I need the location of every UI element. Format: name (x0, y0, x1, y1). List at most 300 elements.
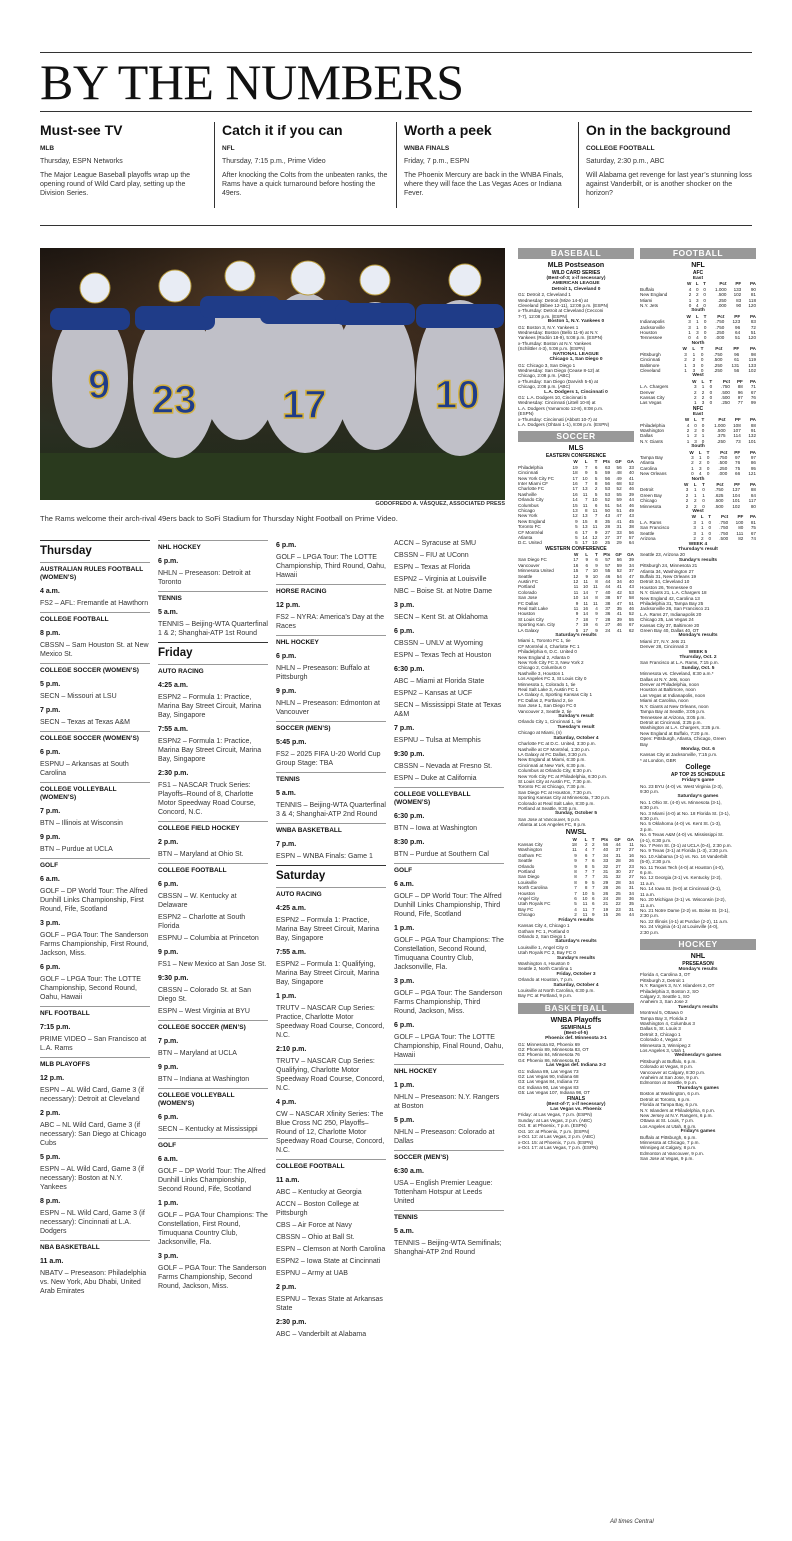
stat-cell: 1 (702, 492, 705, 498)
stat-cell: 10 (592, 540, 598, 546)
stat-cell: 27 (604, 529, 611, 535)
listing-item: GOLF – LPGA Tour: The LOTTE Championship, Final Round, Oahu, Hawaii (394, 1034, 504, 1059)
team-name: New York City FC (518, 475, 554, 481)
listing-item: ESPN – WNBA Finals: Game 1 (276, 853, 373, 860)
stat-cell: 5 (594, 475, 598, 481)
stat-cell: 3 (693, 384, 697, 390)
stat-cell: 58 (628, 595, 634, 601)
category-heading: TENNIS (158, 591, 268, 603)
category-heading: SOCCER (MEN’S) (276, 721, 386, 733)
stat-cell: 28 (615, 858, 621, 864)
stat-cell: .250 (718, 465, 728, 471)
listing-item: BTN – Illinois at Wisconsin (40, 820, 123, 827)
stat-cell: 3 (693, 519, 696, 525)
stat-cell: 7 (584, 874, 588, 880)
result-line: No. 21 Notre Dame (2-2) vs. Boise St. (3-1), (640, 907, 730, 913)
stat-cell: .250 (713, 362, 723, 368)
listing-item: ESPN – NL Wild Card, Game 3 (if necessary): Cincinnati at L.A. Dodgers (40, 1210, 145, 1235)
stat-cell: 13 (582, 486, 588, 492)
stat-cell: 0 (703, 319, 707, 325)
result-line: G1: Chicago 3, San Diego 1 (518, 362, 576, 368)
listing-item: CBS – Air Force at Navy (276, 1222, 352, 1229)
stat-cell: 17 (573, 557, 579, 563)
result-line: Colorado at Real Salt Lake, 8:30 p.m. (518, 800, 595, 806)
result-line: Washington 4, Columbus 3 (640, 1021, 695, 1026)
time-slot: 6 p.m. (394, 628, 415, 635)
subheading: NFC (692, 405, 704, 412)
time-slot: 4:25 a.m. (158, 682, 188, 689)
listing-item: FS1 – New Mexico at San Jose St. (158, 961, 267, 968)
stat-cell: 6 (594, 502, 598, 508)
result-line: G1: Minnesota 82, Phoenix 69 (518, 1041, 580, 1047)
stat-cell: 97 (750, 455, 756, 460)
stat-cell: 9 (585, 573, 589, 579)
stat-cell: 3 (696, 330, 699, 336)
standings-header-cell: Pts (603, 551, 611, 557)
result-line: G1: L.A. Dodgers 10, Cincinnati 5 (518, 394, 587, 400)
result-line: St Louis City at Austin FC, 7:30 p.m. (518, 778, 592, 784)
stat-cell: 88 (737, 384, 743, 390)
stat-cell: 66 (735, 471, 741, 477)
stat-cell: 0 (708, 519, 712, 525)
stat-cell: 3 (688, 324, 691, 330)
standings-header-cell: PF (734, 482, 741, 488)
stat-cell: 75 (750, 525, 756, 531)
result-line: New York City FC 3, New York 2 (518, 660, 584, 665)
standings-table (640, 346, 756, 373)
listing-item: NHLN – Preseason: N.Y. Rangers at Boston (394, 1094, 500, 1110)
stat-cell: 0 (701, 422, 705, 428)
result-line: Wednesday: San Diego (Cease 8-12) at (518, 367, 600, 373)
stat-cell: 10 (573, 595, 579, 601)
standings-header-cell: L (694, 417, 697, 423)
listing-item: ESPNU – Arkansas at South Carolina (40, 761, 129, 777)
time-slot: 12 p.m. (40, 1075, 65, 1082)
stat-cell: .750 (719, 519, 729, 525)
category-heading: GOLF (40, 858, 150, 870)
result-line: 6:30 p.m. (640, 816, 660, 821)
team-name: Inter Miami CF (518, 481, 549, 486)
category-heading: COLLEGE VOLLEYBALL (WOMEN’S) (40, 782, 150, 802)
result-line: Detroit at Cincinnati, 3:25 p.m. (640, 719, 702, 725)
standings-row (518, 595, 634, 600)
group-heading: (Best-of-3; x-if necessary) (546, 276, 606, 281)
stat-cell: 52 (628, 611, 634, 617)
time-slot: 3 p.m. (394, 978, 415, 985)
stat-cell: 3 (693, 530, 696, 536)
listing-item: NHLN – Preseason: Edmonton at Vancouver (276, 700, 380, 716)
listing-item: TRUTV – NASCAR Cup Series: Practice, Charlotte Motor Speedway Road Course, Concord, N.C. (276, 1005, 385, 1039)
stat-cell: 50 (604, 508, 611, 514)
stat-cell: 6 (584, 852, 588, 858)
result-line: Calgary 2, Seattle 1, SO (640, 993, 690, 999)
stat-cell: 8 (584, 508, 588, 514)
stat-cell: 9 (592, 912, 595, 918)
group-heading: Wednesday’s games (674, 1053, 722, 1059)
stat-cell: 31 (603, 869, 609, 875)
section-heading: MLS (568, 445, 584, 453)
result-line: Kansas City 37, Baltimore 20 (640, 622, 700, 628)
stat-cell: .750 (714, 487, 724, 493)
standings-table (640, 514, 756, 541)
result-line: 6:30 p.m. (640, 805, 660, 811)
stat-cell: 5 (592, 890, 595, 896)
stat-cell: 13 (582, 513, 588, 519)
group-heading: Saturday’s results (555, 632, 597, 638)
stat-cell: 39 (628, 557, 634, 563)
stat-cell: 0 (709, 400, 713, 406)
stat-cell: 56 (616, 557, 622, 563)
result-line: No. 7 Penn St. (3-1) at UCLA (0-4), 2:30 p.m. (640, 843, 732, 849)
stat-cell: 119 (748, 357, 756, 363)
listing-item: BTN – Iowa at Washington (394, 825, 478, 832)
result-line: G2: Las Vegas 90, Indiana 68 (518, 1074, 579, 1080)
stat-cell: 27 (628, 847, 634, 853)
stat-cell: 5 (575, 540, 578, 546)
result-line: Denver 28, Cincinnati 3 (640, 644, 688, 650)
stat-cell: 27 (628, 869, 634, 875)
standings-row (640, 319, 756, 324)
stat-cell: 49 (628, 508, 634, 514)
team-name: Austin FC (518, 578, 539, 584)
group-heading: Sunday, Oct. 5 (681, 665, 715, 671)
stat-cell: 63 (604, 464, 611, 470)
result-line: Bay FC at Portland, 9 p.m. (518, 993, 573, 999)
stat-cell: 100 (735, 519, 744, 525)
stat-cell: 35 (616, 605, 622, 611)
team-name: Bay FC (518, 906, 534, 912)
stat-cell: 1 (700, 530, 704, 536)
category-heading: NHL HOCKEY (158, 540, 268, 552)
standings-header-cell: PA (749, 449, 756, 455)
feature-desc: After knocking the Colts from the unbeaten ranks, the Rams have a quick turnaround before hosting the 49ers. (222, 172, 388, 197)
stat-cell: 11 (583, 578, 589, 584)
stat-cell: 10 (592, 568, 598, 574)
stat-cell: 12 (592, 535, 598, 541)
stat-cell: 16 (572, 481, 578, 486)
feature-card (586, 122, 754, 198)
listing-item: FS2 – 2025 FIFA U-20 World Cup Group Stage: TBA (276, 751, 381, 767)
feature-category: MLB (40, 145, 55, 152)
result-line: (4-1), 6:30 p.m. (640, 837, 672, 843)
stat-cell: 9 (575, 600, 579, 606)
group-heading: Saturday, October 4 (553, 982, 599, 988)
group-heading: Detroit 1, Cleveland 0 (551, 286, 601, 292)
listing-item: SECN – Mississippi State at Texas A&M (394, 702, 502, 718)
standings-header-cell: Pct (716, 482, 724, 488)
stat-cell: 1 (700, 525, 704, 531)
team-name: N.Y. Giants (640, 438, 663, 444)
stat-cell: 7 (575, 622, 579, 628)
standings-table (640, 314, 756, 341)
listing-item: ESPN – Texas at Florida (394, 564, 471, 571)
stat-cell: 10 (592, 497, 598, 503)
result-line: Chicago 2, Columbus 0 (518, 665, 566, 671)
result-line: Atlanta 34, Washington 27 (640, 568, 694, 574)
result-line: No. 20 Michigan (3-1) vs. Wisconsin (2-2), (640, 897, 726, 903)
stat-cell: 97 (737, 394, 743, 400)
result-line: Cincinnati at New York, 6:30 p.m. (518, 762, 586, 768)
result-line: Minnesota vs. Cleveland, 8:30 a.m.* (640, 671, 714, 677)
result-line: L.A. Dodgers (Yamamoto 12-8), 8:08 p.m. (518, 405, 604, 411)
stat-cell: 15 (603, 912, 609, 918)
group-heading: AMERICAN LEAGUE (552, 281, 600, 287)
stat-cell: 27 (605, 622, 611, 628)
stat-cell: 41 (616, 584, 622, 590)
photo-credit: GODOFREDO A. VÁSQUEZ, ASSOCIATED PRESS (375, 501, 505, 507)
standings-header-cell: PF (736, 378, 743, 384)
group-heading: Monday’s results (678, 966, 718, 972)
team-name: St Louis City (518, 616, 544, 622)
stat-cell: 34 (603, 852, 609, 858)
result-line: Miami at Carolina, noon (640, 698, 689, 704)
group-heading: L.A. Dodgers 1, Cincinnati 0 (544, 389, 608, 395)
stat-cell: 81 (750, 519, 756, 525)
team-name: Chicago (640, 498, 657, 504)
standings-header-cell: L (695, 313, 699, 319)
stat-cell: 14 (582, 611, 589, 617)
stat-cell: 11 (582, 906, 588, 912)
stat-cell: 11 (573, 584, 579, 590)
time-slot: 6 p.m. (158, 1114, 179, 1121)
standings-header-cell: GF (614, 836, 621, 842)
team-name: Utah Royals FC (518, 901, 551, 907)
standings-header-cell: PA (749, 482, 756, 488)
subheading: PRESEASON (682, 960, 714, 967)
result-line: G1: Indiana 89, Las Vegas 73 (518, 1068, 579, 1074)
stat-cell: 5 (592, 863, 595, 869)
team-name: Philadelphia (640, 422, 666, 428)
time-slot: 6 p.m. (40, 964, 61, 971)
stat-cell: 0 (701, 427, 705, 433)
stat-cell: 11 (573, 589, 579, 595)
result-line: Pittsburgh 2, Detroit 1 (640, 977, 685, 983)
listing-item: TRUTV – NASCAR Cup Series: Qualifying, Charlotte Motor Speedway Road Course, Concord, N.C. (276, 1058, 385, 1092)
team-name: Tampa Bay (640, 455, 663, 460)
stat-cell: 0 (702, 503, 705, 509)
listing-item: FS1 – NASCAR Truck Series: Playoffs–Round of 8, Charlotte Motor Speedway Road Course, Concord, N.C. (158, 782, 256, 816)
stat-cell: 35 (604, 518, 611, 524)
category-heading: COLLEGE FOOTBALL (40, 612, 150, 624)
time-slot: 6 p.m. (394, 1022, 415, 1029)
stat-cell: 27 (604, 535, 611, 541)
stat-cell: 4 (688, 286, 692, 292)
result-line: Las Vegas at Indianapolis, noon (640, 692, 706, 698)
result-line: Los Angeles 3, Utah 1 (640, 1048, 685, 1054)
time-slot: 9 p.m. (158, 1064, 179, 1071)
listing-item: ESPN – Duke at California (394, 775, 477, 782)
stat-cell: 9 (585, 557, 589, 563)
stat-cell: 25 (615, 890, 621, 896)
time-slot: 6 a.m. (158, 1156, 178, 1163)
standings-header-cell: GA (627, 459, 634, 465)
group-heading: Friday’s results (558, 917, 594, 923)
stat-cell: 9 (595, 611, 598, 617)
team-name: Atlanta (518, 535, 533, 541)
stat-cell: 1.000 (714, 422, 726, 428)
stat-cell: 26 (628, 858, 634, 864)
team-name: Green Bay (640, 492, 662, 498)
result-line: 2:30 p.m. (640, 913, 660, 919)
result-line: San Jose at Vegas, 9 p.m. (640, 1156, 694, 1162)
team-name: Cleveland (640, 367, 661, 373)
result-line: Orlando 2, San Diego 1 (518, 933, 567, 939)
standings-header-cell: W (684, 417, 690, 423)
stat-cell: 17 (582, 627, 589, 633)
result-line: Utah Royals FC 2, Bay FC 0 (518, 950, 576, 956)
result-line: Jacksonville 26, San Francisco 21 (640, 606, 710, 612)
result-line: Miami 27, N.Y. Jets 21 (640, 638, 686, 644)
feature-title: On in the background (586, 122, 731, 138)
standings-table (518, 837, 634, 918)
standings-header-cell: PF (734, 417, 741, 423)
team-name: New England (518, 518, 546, 524)
team-name: Baltimore (640, 362, 660, 368)
stat-cell: 15 (572, 502, 578, 508)
stat-cell: 2 (685, 498, 689, 504)
stat-cell: 4 (686, 422, 690, 428)
result-line: LA Galaxy at FC Dallas, 3:30 p.m. (518, 751, 588, 757)
result-line: 3 p.m. (640, 826, 653, 832)
stat-cell: 56 (734, 367, 740, 373)
time-slot: 7 p.m. (40, 707, 61, 714)
stat-cell: 47 (616, 600, 622, 606)
stat-cell: 40 (628, 578, 634, 584)
listing-item: CBSSN – FIU at UConn (394, 552, 469, 559)
stat-cell: .750 (719, 525, 729, 531)
listing-item: TENNIS – Beijing-WTA Quarterfinal 1 & 2; Shanghai-ATP 1st Round (158, 621, 268, 637)
result-line: Orlando City 1, Cincinnati 1, tie (518, 719, 582, 725)
group-heading: South (691, 444, 705, 450)
stat-cell: 54 (616, 573, 622, 579)
standings-header-cell: PA (749, 378, 756, 384)
stat-cell: 39 (616, 616, 622, 622)
result-line: No. 11 Texas Tech (4-0) at Houston (4-0), (640, 864, 725, 870)
jersey-number: 10 (435, 373, 480, 417)
stat-cell: 51 (616, 508, 622, 514)
stat-cell: 1 (684, 367, 687, 373)
result-line: G4: Indiana 90, Las Vegas 83 (518, 1084, 579, 1090)
team-name: Tennessee (640, 335, 663, 341)
stat-cell: 83 (750, 319, 756, 325)
team-name: Charlotte FC (518, 486, 545, 492)
stat-cell: 10 (582, 890, 588, 896)
time-slot: 6 a.m. (394, 881, 414, 888)
result-line: G1: Detroit 2, Cleveland 1 (518, 292, 571, 298)
standings-header-cell: GF (615, 551, 622, 557)
stat-cell: 3 (691, 455, 694, 460)
stat-cell: 37 (615, 847, 621, 853)
team-name: L.A. Rams (640, 519, 662, 525)
listing-item: GOLF – PGA Tour: The Sanderson Farms Championship, Third Round, Jackson, Miss. (394, 990, 503, 1015)
category-heading: COLLEGE SOCCER (MEN’S) (158, 1020, 268, 1032)
stat-cell: 64 (735, 330, 741, 336)
team-name: Atlanta (640, 460, 655, 466)
standings-header-cell: W (686, 281, 692, 287)
stat-cell: 6 (594, 464, 598, 470)
team-name: New England (640, 292, 668, 298)
result-line: L.A. Dodgers (Ohtani 1-1), 8:08 p.m. (ESPN) (518, 421, 610, 427)
time-slot: 2:30 p.m. (158, 770, 189, 777)
team-name: Portland (518, 584, 536, 590)
photo-illustration (40, 248, 505, 500)
standings-header-cell: T (709, 378, 713, 384)
time-slot: 5 p.m. (394, 1117, 415, 1124)
listing-item: SECN – Kent St. at Oklahoma (394, 614, 488, 621)
team-name: CF Montréal (518, 529, 544, 535)
team-name: New York (518, 513, 538, 519)
stat-cell: 14 (582, 589, 589, 595)
stat-cell: 0 (700, 357, 704, 363)
stat-cell: .750 (721, 384, 730, 390)
stat-cell: 59 (616, 497, 622, 503)
group-heading: Boston 1, N.Y. Yankees 0 (547, 319, 605, 325)
stat-cell: 6 (595, 622, 598, 628)
listing-item: FS2 – NYRA: America’s Day at the Races (276, 614, 385, 630)
stat-cell: 2 (592, 842, 595, 847)
masthead (40, 52, 752, 111)
feature-card (40, 122, 208, 198)
stat-cell: 46 (628, 605, 634, 611)
stat-cell: 102 (748, 367, 756, 373)
result-line: Nashville at CF Montréal, 1:30 p.m. (518, 746, 590, 752)
category-heading: NHL HOCKEY (394, 1064, 504, 1076)
stat-cell: 76 (735, 460, 741, 466)
stat-cell: 3 (694, 438, 697, 444)
time-slot: 3 p.m. (394, 602, 415, 609)
stat-cell: 0 (706, 460, 710, 466)
stat-cell: 44 (615, 842, 621, 847)
standings-header-cell: GA (627, 551, 634, 557)
listing-item: ESPNU – Army at UAB (276, 1270, 348, 1277)
stat-cell: 17 (582, 540, 588, 546)
standings-header-cell: PA (749, 346, 756, 352)
stat-cell: 29 (616, 540, 622, 546)
time-slot: 4 p.m. (276, 1099, 297, 1106)
stat-cell: 3 (692, 362, 696, 368)
standings-header-cell: T (594, 459, 598, 465)
stat-cell: 108 (733, 422, 741, 428)
time-slot: 6:30 a.m. (394, 1168, 424, 1175)
category-heading: GOLF (394, 863, 504, 875)
time-slot: 8 p.m. (40, 1198, 61, 1205)
team-name: Louisville (518, 879, 537, 885)
result-line: Pittsburgh at Buffalo, 6 p.m. (640, 1058, 697, 1064)
group-heading: Thursday’s result (678, 546, 718, 552)
stat-cell: 9 (574, 863, 577, 869)
result-line: Gotham FC 1, Portland 0 (518, 928, 570, 934)
team-name: Minnesota (640, 503, 662, 509)
result-line: G1: Boston 3, N.Y. Yankees 1 (518, 324, 579, 330)
group-heading: Sunday’s results (678, 557, 718, 563)
result-line: Seattle 2, North Carolina 1 (518, 966, 573, 972)
rams-team-photo (40, 248, 505, 500)
stat-cell: 34 (616, 578, 622, 584)
stat-cell: 102 (733, 292, 742, 298)
result-line: Edmonton at Seattle, 9 p.m. (640, 1080, 697, 1086)
stat-cell: 19 (572, 464, 578, 470)
stat-cell: 7 (584, 858, 588, 864)
time-slot: 6 p.m. (158, 558, 179, 565)
team-name: North Carolina (518, 885, 548, 891)
stat-cell: 2 (701, 394, 705, 400)
stat-cell: 6 (575, 529, 578, 535)
stat-cell: .750 (713, 351, 723, 357)
stat-cell: 31 (616, 524, 622, 530)
result-line: No. 10 Alabama (3-1) vs. No. 16 Vanderbilt (640, 853, 728, 859)
time-slot: 9 p.m. (40, 834, 61, 841)
stat-cell: 5 (575, 627, 579, 633)
